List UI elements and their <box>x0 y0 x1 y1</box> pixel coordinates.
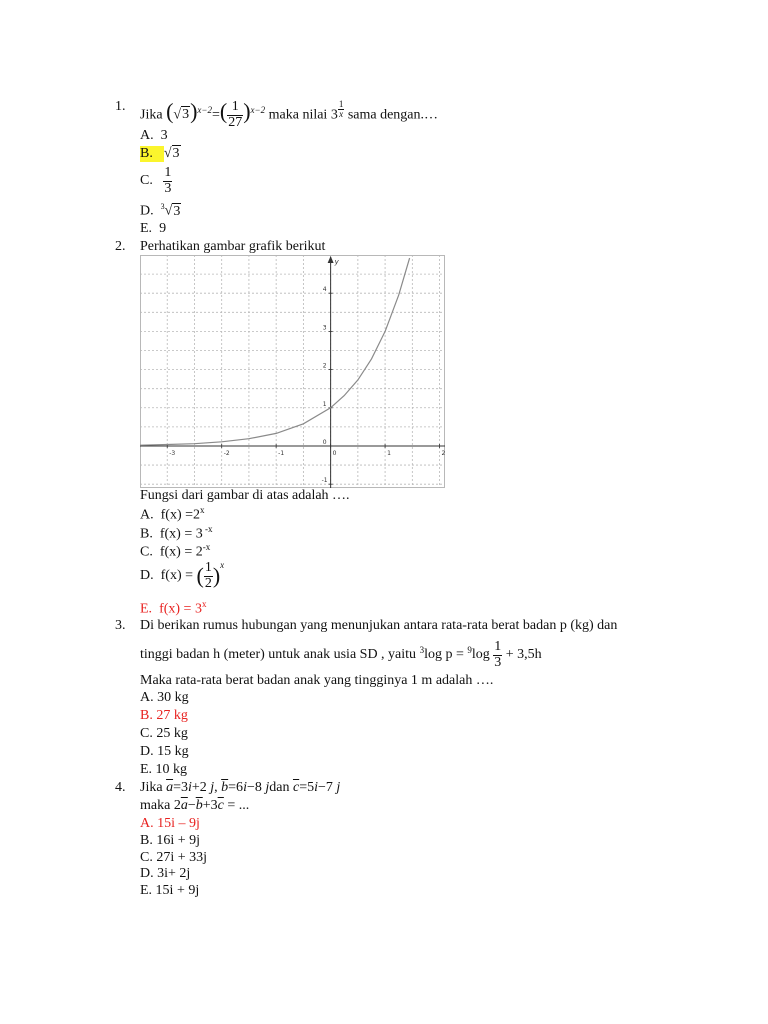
q1-option-e-letter: E. <box>140 221 153 236</box>
y-axis-arrow <box>328 256 334 263</box>
y-axis-label: y <box>334 258 339 266</box>
q4-number: 4. <box>115 780 126 795</box>
q4-line-2-c: $\overline{c}$ <box>217 798 224 813</box>
q2-question: Fungsi dari gambar di atas adalah …. <box>140 488 350 503</box>
q2-option-a-letter: A. <box>140 507 154 523</box>
q4-line-2-plus: +3 <box>202 798 218 813</box>
q2-option-e-letter: E. <box>140 601 153 617</box>
q1-lead: Jika <box>140 107 163 123</box>
q4-i2: i <box>243 780 247 795</box>
q4-minus3: −7 <box>317 780 333 795</box>
q1-middle: maka nilai <box>268 107 328 123</box>
q4-option-c[interactable]: C. 27i + 33j <box>140 850 208 865</box>
q2-option-b-exp: -x <box>202 524 213 534</box>
q2-option-d-exp: x <box>220 560 225 570</box>
q4-j3: j <box>336 780 341 795</box>
q4-option-a[interactable]: A. 15i – 9j <box>140 816 200 831</box>
q3-fraction-num: 1 <box>494 639 502 654</box>
q4-plus1: +2 <box>191 780 207 795</box>
q2-option-c-letter: C. <box>140 544 153 560</box>
q4-line-1 <box>140 781 340 795</box>
q1-option-b[interactable] <box>140 147 181 161</box>
q3-line-1: Di berikan rumus hubungan yang menunjukan antara rata-rata berat badan p (kg) dan <box>140 618 618 633</box>
q1-sqrt-sign: √ <box>173 107 182 123</box>
q2-option-d[interactable] <box>140 561 224 591</box>
q1-target-base: 3 <box>330 107 338 123</box>
q1-left-paren-2: ( <box>219 98 228 124</box>
q4-line-2-minus: − <box>187 798 196 813</box>
q3-number: 3. <box>115 618 126 633</box>
q3-log1-text: log p = <box>424 647 464 663</box>
q4-eq-c: =5 <box>299 780 315 795</box>
q3-line-2-end: + 3,5h <box>505 647 542 663</box>
exponential-graph <box>140 255 445 488</box>
q2-option-d-letter: D. <box>140 568 154 584</box>
x-tick-label: 2 <box>441 449 445 457</box>
q1-number: 1. <box>115 99 126 114</box>
graph-frame <box>141 256 445 488</box>
q2-option-d-fraction <box>204 561 213 591</box>
q4-line-2-tail: = ... <box>223 798 250 813</box>
x-tick-label: -2 <box>223 449 230 457</box>
q1-fraction-numerator: 1 <box>231 99 239 114</box>
q2-option-d-right-paren: ) <box>212 563 221 589</box>
q1-option-a-letter: A. <box>140 128 154 143</box>
q1-tail: sama dengan.… <box>347 107 439 123</box>
q1-option-b-letter: B. <box>140 146 153 161</box>
q3-log2-base: 9 <box>467 644 472 655</box>
q2-option-a-text: f(x) =2 <box>160 507 201 523</box>
q1-option-c[interactable] <box>140 166 172 196</box>
q3-line-3: Maka rata-rata berat badan anak yang tingginya 1 m adalah …. <box>140 673 494 688</box>
q1-option-a[interactable] <box>140 129 168 143</box>
q4-line-2-b: $\overline{b}$ <box>195 798 203 813</box>
q1-option-e[interactable] <box>140 222 166 236</box>
q4-dan: dan <box>269 780 290 795</box>
q4-eq-b: =6 <box>228 780 244 795</box>
q4-vector-a: $\overline{a}$ <box>166 780 174 795</box>
q1-option-d-root-index: 3 <box>160 202 165 211</box>
q1-left-paren: ( <box>166 98 174 124</box>
q2-option-b-letter: B. <box>140 526 153 542</box>
q4-line-2-lead: maka 2 <box>140 798 181 813</box>
q2-option-d-text: f(x) = <box>160 568 194 584</box>
q1-target-exp-num: 1 <box>338 99 344 109</box>
q4-line-2 <box>140 799 249 813</box>
q4-minus2: −8 <box>246 780 262 795</box>
q4-vector-c: $\overline{c}$ <box>292 780 300 795</box>
q3-fraction-den: 3 <box>494 654 502 670</box>
q1-option-c-letter: C. <box>140 173 153 189</box>
q1-option-c-num: 1 <box>164 165 172 180</box>
q3-line-2-start: tinggi badan h (meter) untuk anak usia SD , yaitu <box>140 647 417 663</box>
q2-option-c[interactable] <box>140 543 210 560</box>
q1-option-c-fraction <box>163 166 172 196</box>
q1-radicand: 3 <box>182 107 190 123</box>
q1-rhs-exponent: x−2 <box>250 104 266 115</box>
q2-option-a-exp: x <box>200 505 205 515</box>
q4-option-d[interactable]: D. 3i+ 2j <box>140 866 191 881</box>
x-tick-label: 1 <box>387 449 391 457</box>
q3-log2-text: log <box>471 647 490 663</box>
q2-option-e[interactable] <box>140 600 206 617</box>
q4-i3: i <box>314 780 318 795</box>
q1-option-b-sqrt: √ <box>163 146 172 161</box>
q3-option-d[interactable]: D. 15 kg <box>140 744 189 759</box>
q4-j1: j <box>210 780 215 795</box>
q1-option-e-text: 9 <box>159 221 167 236</box>
q1-target-exp-den: x <box>339 109 344 120</box>
q2-option-a[interactable] <box>140 506 205 523</box>
y-tick-label: 0 <box>322 438 327 446</box>
q4-option-b[interactable]: B. 16i + 9j <box>140 833 201 848</box>
q2-option-b-text: f(x) = 3 <box>159 526 203 542</box>
q3-option-b[interactable]: B. 27 kg <box>140 708 188 723</box>
q4-line-2-a: $\overline{a}$ <box>180 798 188 813</box>
q3-log1-base: 3 <box>419 644 425 655</box>
q3-option-c[interactable]: C. 25 kg <box>140 726 188 741</box>
q2-number: 2. <box>115 239 126 254</box>
q2-option-d-num: 1 <box>204 560 212 575</box>
x-tick-label: -3 <box>169 449 176 457</box>
q2-option-b[interactable] <box>140 525 212 542</box>
q4-comma1: , <box>214 780 218 795</box>
q4-lead: Jika <box>140 780 163 795</box>
y-tick-label: 2 <box>322 362 327 370</box>
y-tick-label: -1 <box>321 477 328 485</box>
q3-line-2 <box>140 640 542 670</box>
q2-option-c-exp: -x <box>202 542 211 552</box>
q1-option-d-letter: D. <box>140 203 154 219</box>
x-tick-label: -1 <box>278 449 285 457</box>
q1-option-a-text: 3 <box>160 128 168 143</box>
q2-option-e-text: f(x) = 3 <box>159 601 202 617</box>
q2-option-e-exp: x <box>201 599 207 609</box>
q4-eq-a: =3 <box>173 780 188 795</box>
q2-title: Perhatikan gambar grafik berikut <box>140 239 326 254</box>
q1-fraction <box>227 100 243 130</box>
q1-option-b-radicand: 3 <box>172 146 180 161</box>
q1-fraction-denominator: 27 <box>228 114 243 130</box>
y-tick-label: 3 <box>322 324 327 332</box>
q3-fraction <box>493 640 502 670</box>
q1-right-paren: ) <box>190 98 198 124</box>
exponential-curve <box>140 258 410 445</box>
q1-stem <box>140 100 438 130</box>
q1-option-b-highlight <box>140 146 164 162</box>
q2-option-c-text: f(x) = 2 <box>159 544 203 560</box>
q1-right-paren-2: ) <box>243 98 251 124</box>
q3-option-e[interactable]: E. 10 kg <box>140 762 188 777</box>
q1-option-d-sqrt: √ <box>164 203 173 219</box>
q1-target-exponent <box>338 100 345 120</box>
q4-j2: j <box>265 780 270 795</box>
q1-equals: = <box>211 107 220 123</box>
q4-i1: i <box>187 780 192 795</box>
y-tick-label: 1 <box>322 400 327 408</box>
q4-option-e[interactable]: E. 15i + 9j <box>140 883 200 898</box>
q2-option-d-left-paren: ( <box>196 563 204 589</box>
q1-option-c-den: 3 <box>164 180 172 196</box>
q1-option-d[interactable] <box>140 203 181 219</box>
q2-option-d-den: 2 <box>204 575 212 591</box>
x-tick-label: 0 <box>332 449 337 457</box>
y-tick-label: 4 <box>322 286 327 294</box>
q1-option-d-radicand: 3 <box>173 203 181 219</box>
q4-vector-b: $\overline{b}$ <box>221 780 229 795</box>
q1-exponent: x−2 <box>197 104 212 115</box>
q3-option-a[interactable]: A. 30 kg <box>140 690 189 705</box>
